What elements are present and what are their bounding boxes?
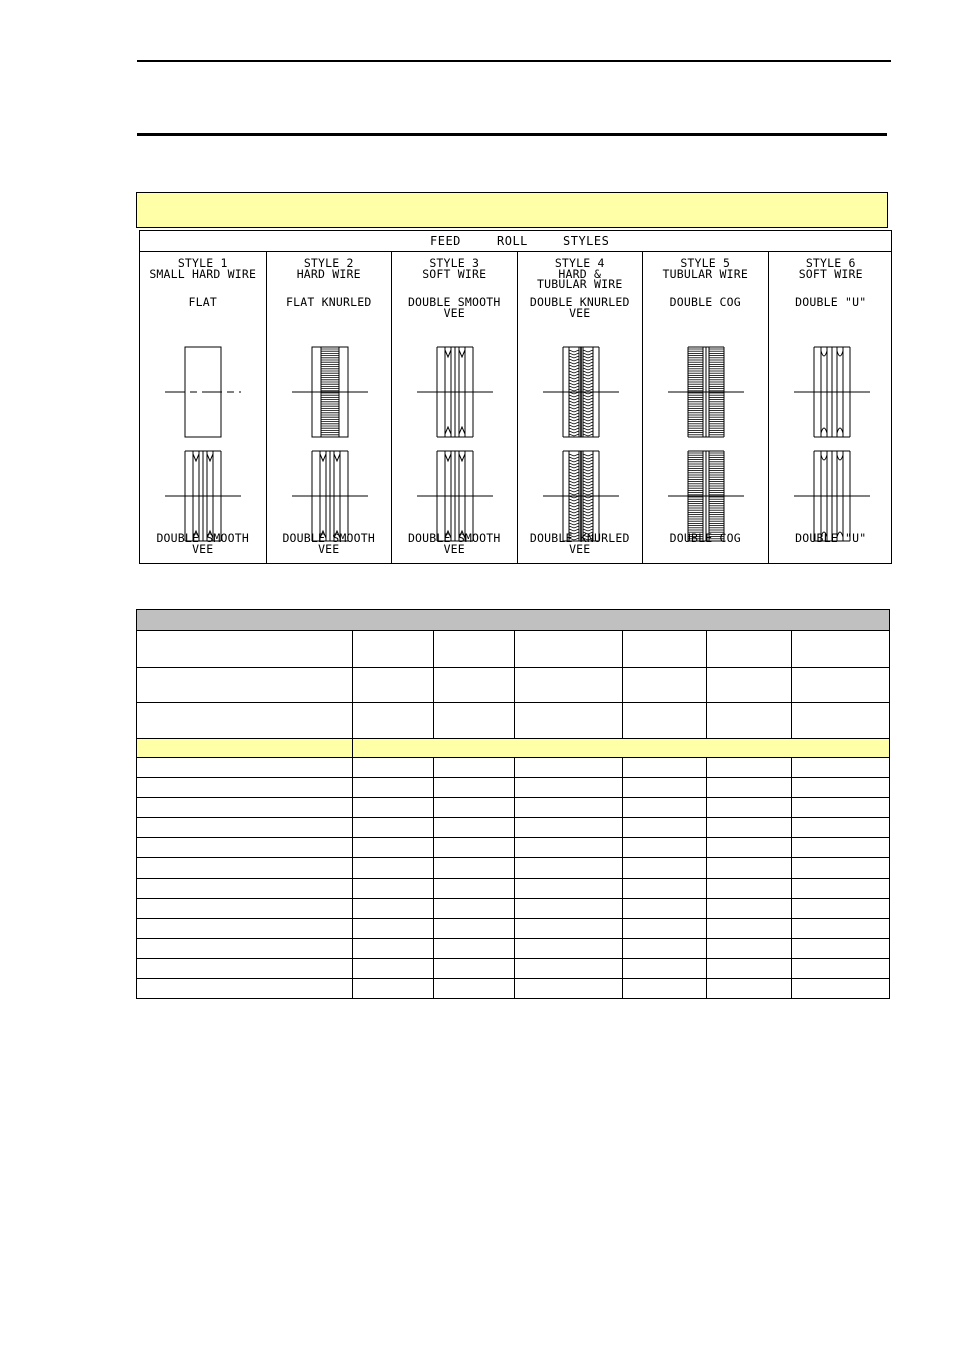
double-u-roll-icon (787, 342, 877, 442)
lower-roll-type: DOUBLE KNURLED VEE (529, 531, 630, 556)
table-section-row-label (137, 738, 352, 757)
table-row-line (137, 857, 889, 858)
lower-roll-type: DOUBLE SMOOTH VEE (156, 531, 250, 556)
upper-roll-type: DOUBLE KNURLED VEE (529, 295, 630, 320)
spec-table (136, 609, 890, 999)
style-column (642, 252, 768, 563)
upper-roll-type: FLAT KNURLED (286, 295, 372, 309)
table-column-line (706, 631, 707, 738)
figure-header-word: FEED (430, 234, 461, 248)
upper-roll-type: DOUBLE SMOOTH VEE (407, 295, 501, 320)
table-row-line (137, 918, 889, 919)
style-label: STYLE 6 SOFT WIRE (798, 256, 863, 281)
table-column-line (791, 631, 792, 738)
table-row-line (137, 837, 889, 838)
lower-roll-type: DOUBLE COG (669, 531, 741, 545)
style-column (266, 252, 392, 563)
table-row-line (137, 702, 889, 703)
table-row-line (137, 817, 889, 818)
table-column-line (706, 757, 707, 999)
style-label: STYLE 5 TUBULAR WIRE (662, 256, 748, 281)
flat-knurled-roll-icon (285, 342, 375, 442)
table-row-line (137, 978, 889, 979)
lower-roll-type: DOUBLE "U" (795, 531, 867, 545)
table-column-line (791, 757, 792, 999)
table-row-line (137, 777, 889, 778)
header-rule-top (137, 60, 891, 62)
upper-roll-type: FLAT (188, 295, 217, 309)
table-row-line (137, 898, 889, 899)
table-column-line (352, 757, 353, 999)
table-row-line (137, 667, 889, 668)
table-column-line (352, 631, 353, 738)
table-column-line (514, 631, 515, 738)
table-column-line (433, 757, 434, 999)
double-smooth-vee-roll-icon (410, 342, 500, 442)
table-row-line (137, 797, 889, 798)
table-row-line (137, 738, 889, 739)
style-column (517, 252, 643, 563)
table-title-bar (137, 610, 889, 631)
table-column-line (622, 631, 623, 738)
lower-roll-type: DOUBLE SMOOTH VEE (282, 531, 376, 556)
style-label: STYLE 4 HARD & TUBULAR WIRE (537, 256, 623, 291)
style-label: STYLE 2 HARD WIRE (296, 256, 361, 281)
section-banner (136, 192, 888, 228)
style-label: STYLE 1 SMALL HARD WIRE (149, 256, 257, 281)
table-row-line (137, 958, 889, 959)
table-column-line (622, 757, 623, 999)
table-column-line (514, 757, 515, 999)
double-cog-roll-icon (661, 342, 751, 442)
figure-header-word: ROLL (497, 234, 528, 248)
style-column (140, 252, 266, 563)
style-column (768, 252, 894, 563)
figure-header-word: STYLES (563, 234, 610, 248)
upper-roll-type: DOUBLE COG (669, 295, 741, 309)
flat-roll-icon (158, 342, 248, 442)
header-rule-bottom (137, 133, 887, 136)
table-row-line (137, 938, 889, 939)
table-row-line (137, 757, 889, 758)
table-row-line (137, 878, 889, 879)
double-knurled-vee-roll-icon (536, 342, 626, 442)
table-column-line (352, 738, 353, 757)
table-column-line (433, 631, 434, 738)
figure-header (140, 231, 891, 252)
feed-roll-styles-figure (139, 230, 892, 564)
upper-roll-type: DOUBLE "U" (795, 295, 867, 309)
table-section-row-span (353, 738, 889, 757)
style-label: STYLE 3 SOFT WIRE (422, 256, 487, 281)
lower-roll-type: DOUBLE SMOOTH VEE (407, 531, 501, 556)
style-column (391, 252, 517, 563)
